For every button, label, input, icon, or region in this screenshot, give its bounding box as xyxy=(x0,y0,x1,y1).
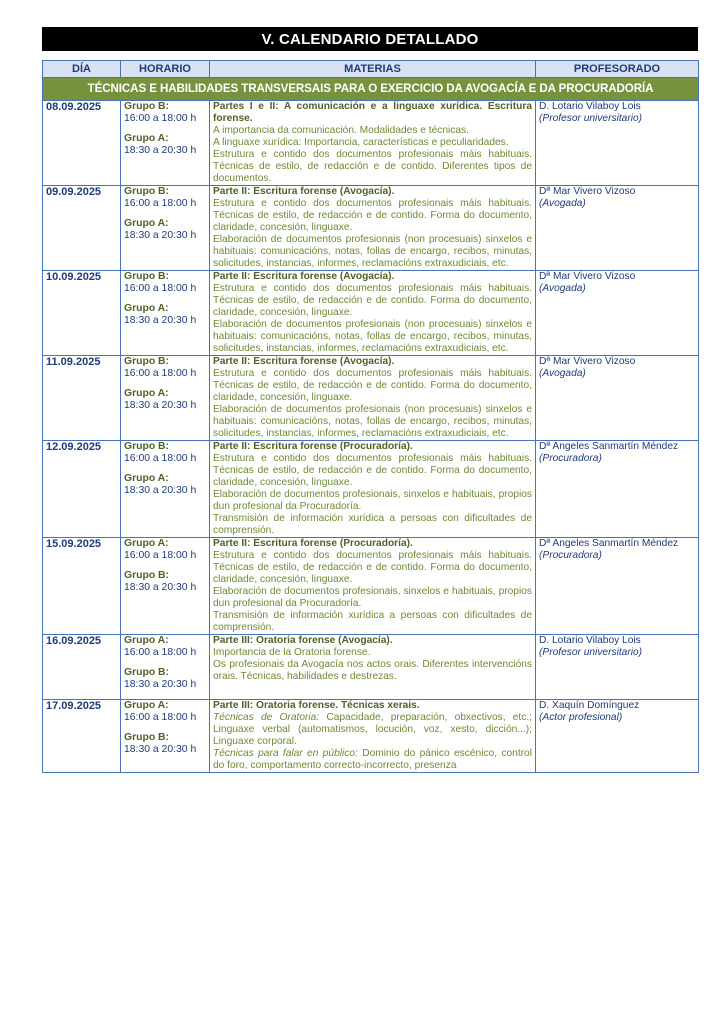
teacher-cell xyxy=(536,271,699,356)
teacher-cell xyxy=(536,356,699,441)
group-label: Grupo B: xyxy=(124,441,170,452)
subject-cell xyxy=(210,356,536,441)
date-cell: 09.09.2025 xyxy=(43,186,121,271)
teacher-role: (Procuradora) xyxy=(539,550,602,561)
teacher-cell xyxy=(536,101,699,186)
subject-line-lead: Técnicas de Oratoria: xyxy=(213,712,320,723)
teacher-name: D. Lotario Vilaboy Lois xyxy=(539,635,641,646)
date-cell: 10.09.2025 xyxy=(43,271,121,356)
subject-line-lead: Técnicas para falar en público: xyxy=(213,748,358,759)
teacher-cell xyxy=(536,441,699,538)
teacher-name: Dª Mar Vivero Vizoso xyxy=(539,356,636,367)
date-cell: 12.09.2025 xyxy=(43,441,121,538)
subject-line: Estrutura e contido dos documentos profesionais máis habituais. Técnicas de estilo, de redacción e de contido. Forma do documento, claridade, concesión, linguaxe. xyxy=(213,198,532,233)
teacher-role: (Profesor universitario) xyxy=(539,113,643,124)
schedule-cell xyxy=(121,441,210,538)
teacher-name: Dª Angeles Sanmartín Méndez xyxy=(539,538,679,549)
subject-title: Parte II: Escritura forense (Avogacía). xyxy=(213,356,395,367)
col-header-profesorado: PROFESORADO xyxy=(536,61,699,78)
subject-title: Parte II: Escritura forense (Procuradoría). xyxy=(213,441,413,452)
subject-line: Elaboración de documentos profesionais, sinxelos e habituais, propios dun profesional da Procuradoría. xyxy=(213,489,532,512)
subject-line: A importancia da comunicación. Modalidades e técnicas. xyxy=(213,125,469,136)
subject-line: Estrutura e contido dos documentos profesionais máis habituais. Técnicas de estilo, de redacción e de contido. Forma do documento, claridade, concesión, linguaxe. xyxy=(213,550,532,585)
time-range: 16:00 a 18:00 h xyxy=(124,453,197,464)
subject-cell xyxy=(210,538,536,635)
teacher-role: (Avogada) xyxy=(539,283,586,294)
subject-line: Importancia de la Oratoria forense. xyxy=(213,647,371,658)
time-range: 16:00 a 18:00 h xyxy=(124,712,197,723)
teacher-cell xyxy=(536,186,699,271)
header-row xyxy=(43,61,699,78)
subject-cell xyxy=(210,700,536,773)
subject-line xyxy=(213,748,532,772)
schedule-cell xyxy=(121,186,210,271)
date-cell: 15.09.2025 xyxy=(43,538,121,635)
page-title: V. CALENDARIO DETALLADO xyxy=(42,27,698,51)
table-row xyxy=(43,441,699,538)
table-row xyxy=(43,356,699,441)
subject-line: Elaboración de documentos profesionais (non procesuais) sinxelos e habituais: comunicacións, notas, follas de encargo, recibos, minutas, solicitudes, instancias, informes, reclamacións extraxudiciais, etc. xyxy=(213,319,532,354)
time-range: 16:00 a 18:00 h xyxy=(124,198,197,209)
section-row xyxy=(43,78,699,101)
teacher-name: Dª Angeles Sanmartín Méndez xyxy=(539,441,679,452)
group-label: Grupo B: xyxy=(124,356,170,367)
subject-line: Transmisión de información xurídica a persoas con dificultades de comprensión. xyxy=(213,610,532,633)
subject-line: Estrutura e contido dos documentos profesionais máis habituais. Técnicas de estilo, de redacción e de contido. Forma do documento, claridade, concesión, linguaxe. xyxy=(213,283,532,318)
subject-line: Os profesionais da Avogacía nos actos orais. Diferentes intervencións orais. Técnicas, habilidades e destrezas. xyxy=(213,659,532,682)
subject-title: Partes I e II: A comunicación e a linguaxe xurídica. Escritura forense. xyxy=(213,101,532,124)
date-cell: 17.09.2025 xyxy=(43,700,121,773)
subject-line: Elaboración de documentos profesionais (non procesuais) sinxelos e habituais: comunicacións, notas, follas de encargo, recibos, minutas, solicitudes, instancias, informes, reclamacións extraxudiciais, etc. xyxy=(213,234,532,269)
group-label: Grupo A: xyxy=(124,218,169,229)
time-range: 16:00 a 18:00 h xyxy=(124,113,197,124)
time-range: 16:00 a 18:00 h xyxy=(124,283,197,294)
subject-line: A linguaxe xurídica: Importancia, características e peculiaridades. xyxy=(213,137,509,148)
table-row xyxy=(43,271,699,356)
subject-cell xyxy=(210,441,536,538)
group-label: Grupo A: xyxy=(124,388,169,399)
group-label: Grupo A: xyxy=(124,473,169,484)
subject-title: Parte II: Escritura forense (Avogacía). xyxy=(213,186,395,197)
group-label: Grupo A: xyxy=(124,303,169,314)
table-row xyxy=(43,635,699,700)
time-range: 18:30 a 20:30 h xyxy=(124,315,197,326)
subject-title: Parte II: Escritura forense (Procuradoría). xyxy=(213,538,413,549)
teacher-cell xyxy=(536,635,699,700)
table-row xyxy=(43,538,699,635)
teacher-role: (Avogada) xyxy=(539,368,586,379)
teacher-cell xyxy=(536,700,699,773)
time-range: 16:00 a 18:00 h xyxy=(124,647,197,658)
table-row xyxy=(43,700,699,773)
subject-line: Transmisión de información xurídica a persoas con dificultades de comprensión. xyxy=(213,513,532,536)
subject-title: Parte III: Oratoria forense (Avogacía). xyxy=(213,635,393,646)
teacher-role: (Avogada) xyxy=(539,198,586,209)
subject-cell xyxy=(210,101,536,186)
time-range: 18:30 a 20:30 h xyxy=(124,744,197,755)
schedule-cell xyxy=(121,700,210,773)
teacher-role: (Actor profesional) xyxy=(539,712,623,723)
col-header-horario: HORARIO xyxy=(121,61,210,78)
teacher-name: D. Xaquín Domínguez xyxy=(539,700,640,711)
time-range: 18:30 a 20:30 h xyxy=(124,145,197,156)
group-label: Grupo B: xyxy=(124,732,170,743)
col-header-dia: DÍA xyxy=(43,61,121,78)
group-label: Grupo B: xyxy=(124,186,170,197)
schedule-cell xyxy=(121,356,210,441)
time-range: 16:00 a 18:00 h xyxy=(124,550,197,561)
time-range: 18:30 a 20:30 h xyxy=(124,582,197,593)
subject-line: Estrutura e contido dos documentos profesionais máis habituais. Técnicas de estilo, de redacción e de contido. Forma do documento, claridade, concesión, linguaxe. xyxy=(213,368,532,403)
teacher-name: D. Lotario Vilaboy Lois xyxy=(539,101,641,112)
group-label: Grupo A: xyxy=(124,133,169,144)
time-range: 18:30 a 20:30 h xyxy=(124,485,197,496)
time-range: 16:00 a 18:00 h xyxy=(124,368,197,379)
teacher-cell xyxy=(536,538,699,635)
group-label: Grupo B: xyxy=(124,667,170,678)
teacher-role: (Profesor universitario) xyxy=(539,647,643,658)
subject-line: Elaboración de documentos profesionais (non procesuais) sinxelos e habituais: comunicacións, notas, follas de encargo, recibos, minutas, solicitudes, instancias, informes, reclamacións extraxudiciais, etc. xyxy=(213,404,532,439)
table-row xyxy=(43,101,699,186)
table-row xyxy=(43,186,699,271)
subject-cell xyxy=(210,186,536,271)
subject-line: Estrutura e contido dos documentos profesionais máis habituais. Técnicas de estilo, de redacción e de contido. Diferentes tipos de documentos. xyxy=(213,149,532,184)
subject-line xyxy=(213,712,532,748)
teacher-role: (Procuradora) xyxy=(539,453,602,464)
schedule-cell xyxy=(121,101,210,186)
section-title: TÉCNICAS E HABILIDADES TRANSVERSAIS PARA O EXERCICIO DA AVOGACÍA E DA PROCURADORÍA xyxy=(43,78,699,101)
schedule-cell xyxy=(121,635,210,700)
date-cell: 16.09.2025 xyxy=(43,635,121,700)
date-cell: 11.09.2025 xyxy=(43,356,121,441)
time-range: 18:30 a 20:30 h xyxy=(124,400,197,411)
group-label: Grupo B: xyxy=(124,570,170,581)
subject-line: Estrutura e contido dos documentos profesionais máis habituais. Técnicas de estilo, de redacción e de contido. Forma do documento, claridade, concesión, linguaxe. xyxy=(213,453,532,488)
subject-title: Parte III: Oratoria forense. Técnicas xerais. xyxy=(213,700,420,711)
subject-line-text: Dominio do pánico escénico, control do foro, comportamento correcto-incorrecto, presenza xyxy=(213,748,532,771)
group-label: Grupo A: xyxy=(124,635,169,646)
schedule-cell xyxy=(121,271,210,356)
teacher-name: Dª Mar Vivero Vizoso xyxy=(539,271,636,282)
group-label: Grupo A: xyxy=(124,538,169,549)
time-range: 18:30 a 20:30 h xyxy=(124,679,197,690)
group-label: Grupo A: xyxy=(124,700,169,711)
subject-cell xyxy=(210,635,536,700)
subject-cell xyxy=(210,271,536,356)
group-label: Grupo B: xyxy=(124,101,170,112)
subject-title: Parte II: Escritura forense (Avogacía). xyxy=(213,271,395,282)
subject-line: Elaboración de documentos profesionais, sinxelos e habituais, propios dun profesional da Procuradoría. xyxy=(213,586,532,609)
time-range: 18:30 a 20:30 h xyxy=(124,230,197,241)
date-cell: 08.09.2025 xyxy=(43,101,121,186)
teacher-name: Dª Mar Vivero Vizoso xyxy=(539,186,636,197)
col-header-materias: MATERIAS xyxy=(210,61,536,78)
schedule-cell xyxy=(121,538,210,635)
group-label: Grupo B: xyxy=(124,271,170,282)
calendar-table xyxy=(42,60,699,773)
subject-line-text: Capacidade, preparación, obxectivos, etc.; Linguaxe verbal (automatismos, locución, voz, xesto, dicción...); Linguaxe corporal. xyxy=(213,712,533,747)
